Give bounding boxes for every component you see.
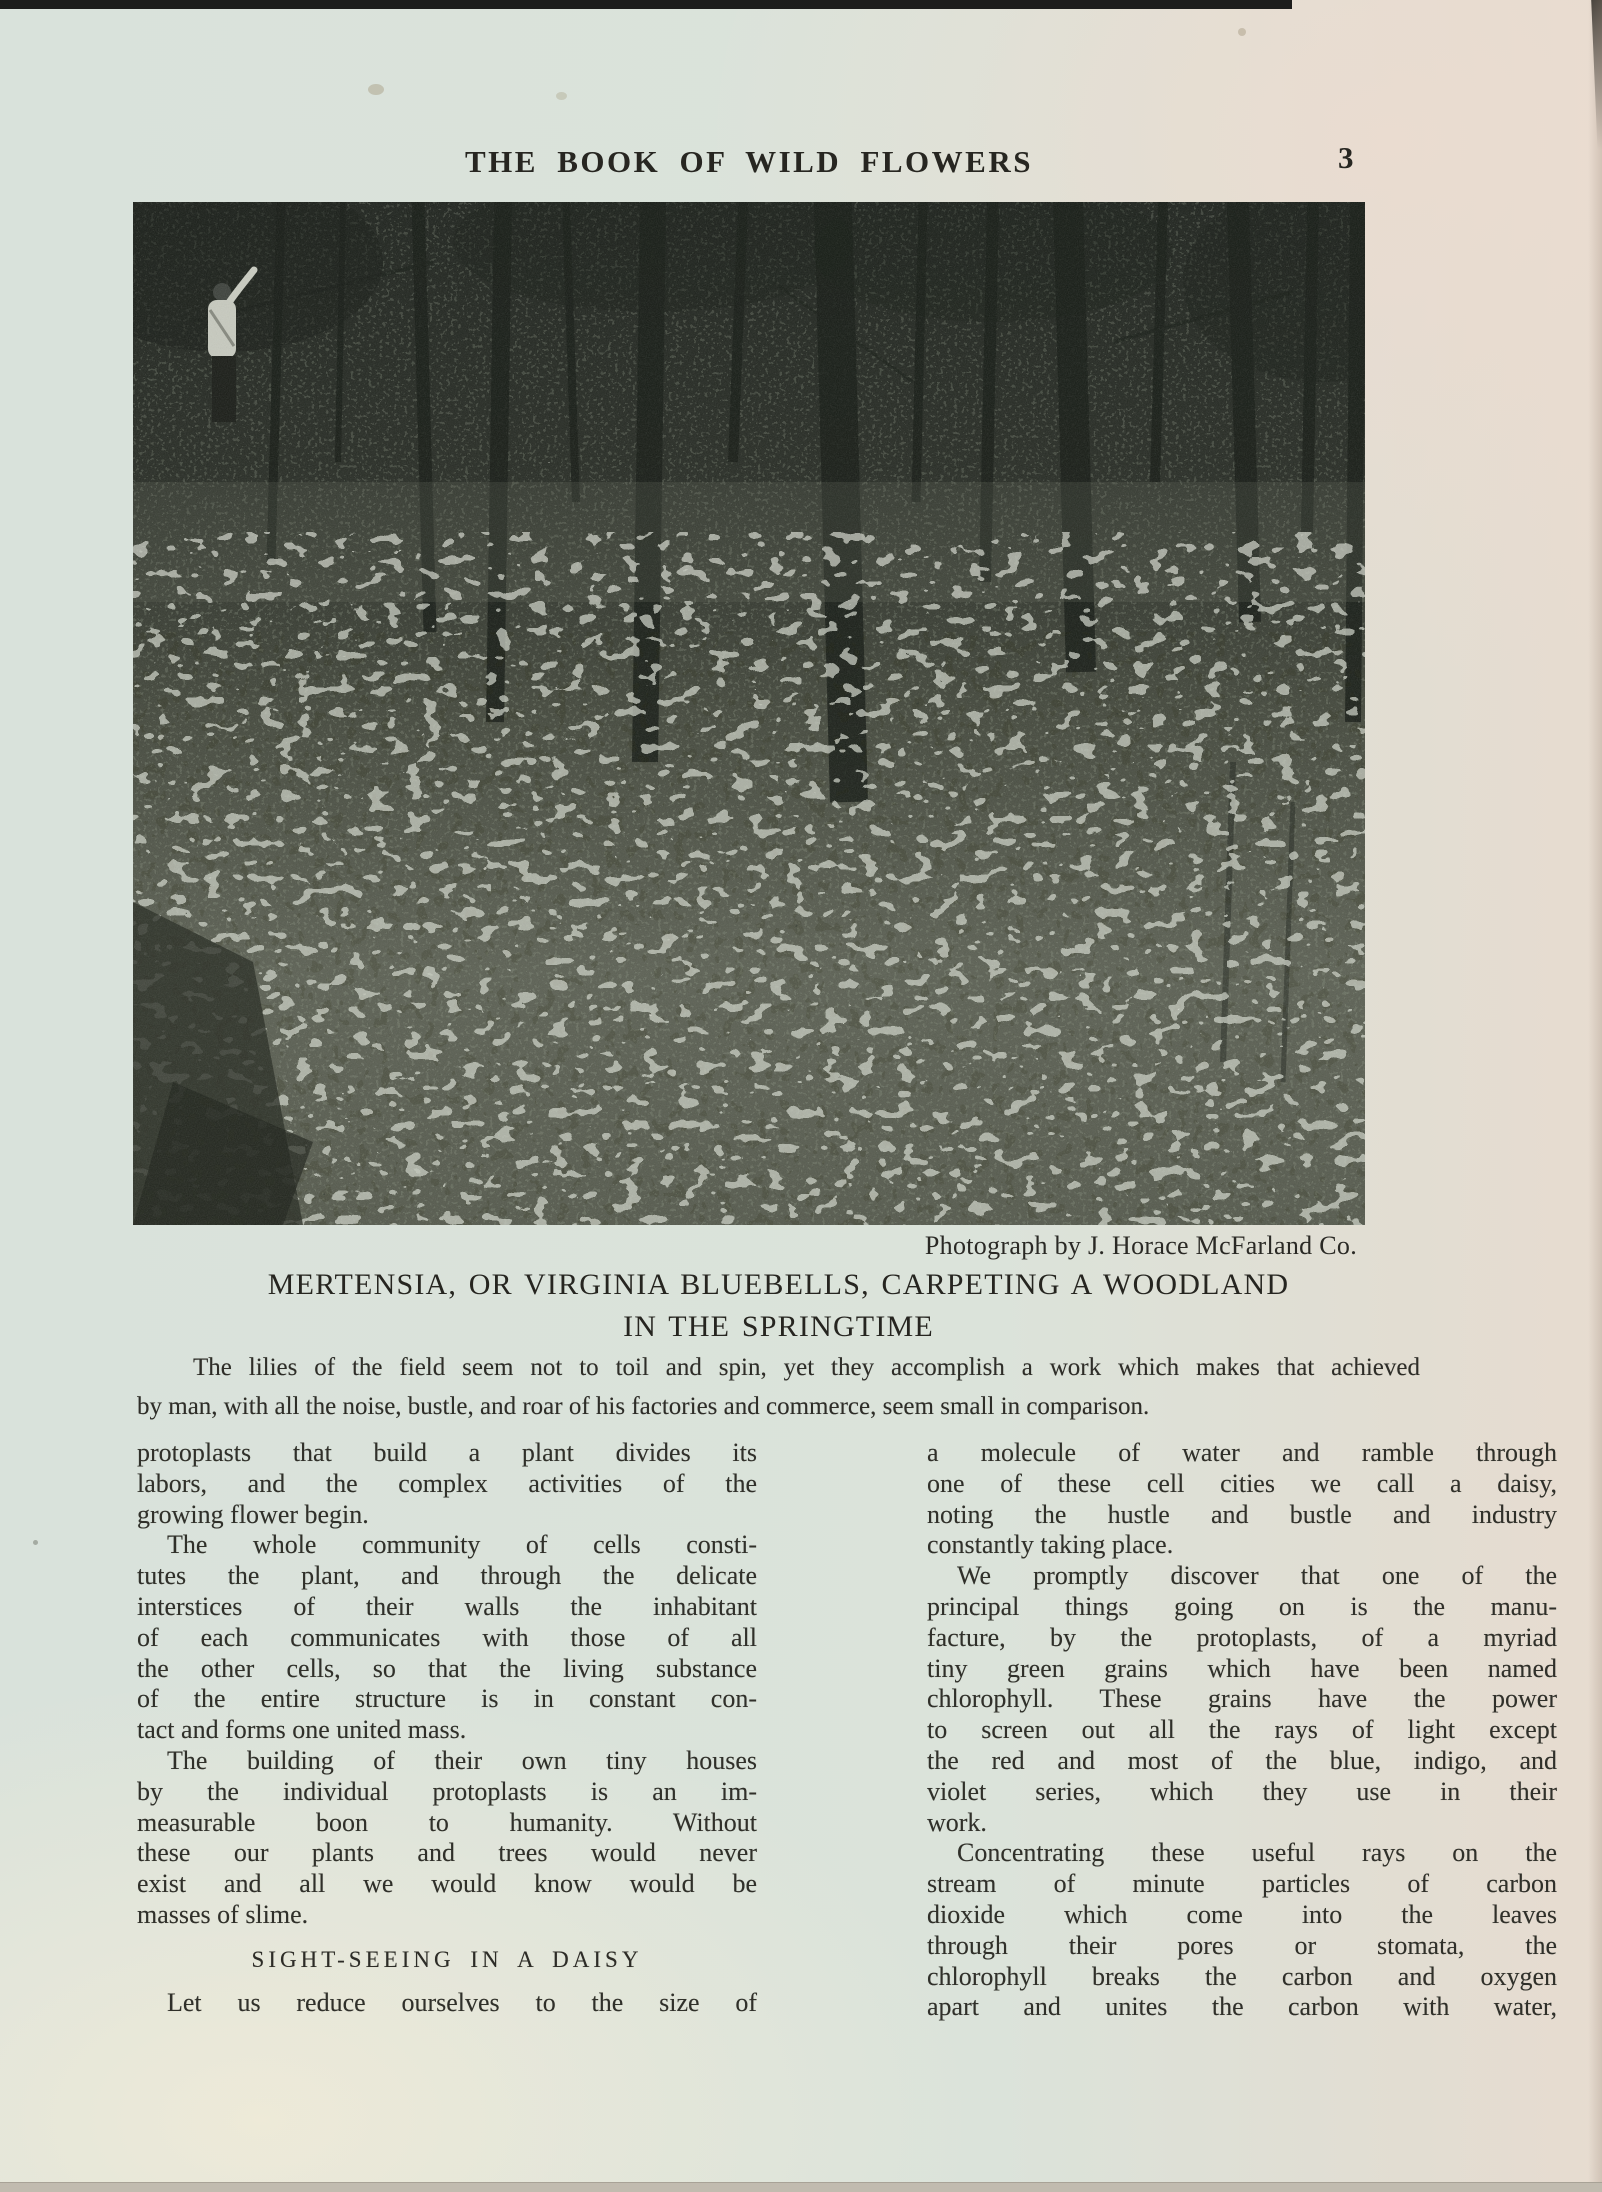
text-line: labors, and the complex activities of the <box>137 1468 757 1498</box>
text-line: protoplasts that build a plant divides its <box>137 1438 757 1467</box>
running-head-title: THE BOOK OF WILD FLOWERS <box>465 144 1033 179</box>
page-right-edge-shadow <box>1588 0 1602 2192</box>
text-line: masses of slime. <box>137 1899 309 1929</box>
left-column-closing <box>137 1988 757 2019</box>
text-line: chlorophyll breaks the carbon and oxygen <box>927 1961 1557 1991</box>
text-line: to screen out all the rays of light except <box>927 1715 1557 1745</box>
text-line: one of these cell cities we call a daisy, <box>927 1468 1557 1498</box>
scan-speck <box>556 92 567 100</box>
scan-speck <box>33 1540 38 1545</box>
text-line: tact and forms one united mass. <box>137 1715 467 1745</box>
text-line: of each communicates with those of all <box>137 1622 757 1652</box>
photo-caption-line2: IN THE SPRINGTIME <box>623 1310 934 1343</box>
text-line: facture, by the protoplasts, of a myriad <box>927 1622 1557 1652</box>
left-column <box>137 1438 757 2019</box>
text-line: measurable boon to humanity. Without <box>137 1807 757 1837</box>
text-line: apart and unites the carbon with water, <box>927 1992 1557 2022</box>
text-line: violet series, which they use in their <box>927 1776 1557 1806</box>
text-line: noting the hustle and bustle and industry <box>927 1499 1557 1529</box>
photo-caption-line1: MERTENSIA, OR VIRGINIA BLUEBELLS, CARPETING A WOODLAND <box>267 1268 1290 1301</box>
text-line: growing flower begin. <box>137 1499 369 1529</box>
scan-bottom-edge <box>0 2182 1602 2192</box>
text-line: Let us reduce ourselves to the size of <box>167 1987 757 2017</box>
left-column-lines <box>137 1438 757 1931</box>
text-line: stream of minute particles of carbon <box>927 1869 1557 1899</box>
text-line: the other cells, so that the living substance <box>137 1653 757 1683</box>
text-line: constantly taking place. <box>927 1530 1174 1560</box>
scan-speck <box>368 84 384 95</box>
text-line: by man, with all the noise, bustle, and roar of his factories and commerce, seem small in comparison. <box>137 1393 1150 1420</box>
text-line: interstices of their walls the inhabitant <box>137 1591 757 1621</box>
text-line: dioxide which come into the leaves <box>927 1899 1557 1929</box>
text-line: principal things going on is the manu- <box>927 1591 1557 1621</box>
text-line: The building of their own tiny houses <box>167 1745 757 1775</box>
text-line: The whole community of cells consti- <box>167 1530 757 1560</box>
text-line: work. <box>927 1807 987 1837</box>
text-line: chlorophyll. These grains have the power <box>927 1684 1557 1714</box>
photo-credit: Photograph by J. Horace McFarland Co. <box>924 1231 1357 1260</box>
section-heading: SIGHT-SEEING IN A DAISY <box>251 1946 643 1972</box>
text-line: the red and most of the blue, indigo, and <box>927 1745 1557 1775</box>
woodland-photograph <box>133 202 1365 1225</box>
scan-speck <box>1238 28 1246 36</box>
text-line: exist and all we would know would be <box>137 1869 757 1899</box>
text-line: through their pores or stomata, the <box>927 1930 1557 1960</box>
text-line: We promptly discover that one of the <box>957 1561 1557 1591</box>
text-line: a molecule of water and ramble through <box>927 1438 1557 1467</box>
text-line: tutes the plant, and through the delicate <box>137 1561 757 1591</box>
woodland-photo-illustration <box>133 202 1365 1225</box>
text-line: tiny green grains which have been named <box>927 1653 1557 1683</box>
right-column <box>927 1438 1557 2023</box>
scan-top-edge <box>0 0 1292 9</box>
text-line: The lilies of the field seem not to toil and spin, yet they accomplish a work which makes that achieved <box>193 1354 1420 1381</box>
right-column-lines <box>927 1438 1557 2023</box>
caption-epigraph <box>137 1348 1420 1426</box>
text-line: these our plants and trees would never <box>137 1838 757 1868</box>
text-line: of the entire structure is in constant con- <box>137 1684 757 1714</box>
text-line: Concentrating these useful rays on the <box>957 1838 1557 1868</box>
page-number: 3 <box>1338 140 1354 175</box>
text-line: by the individual protoplasts is an im- <box>137 1776 757 1806</box>
